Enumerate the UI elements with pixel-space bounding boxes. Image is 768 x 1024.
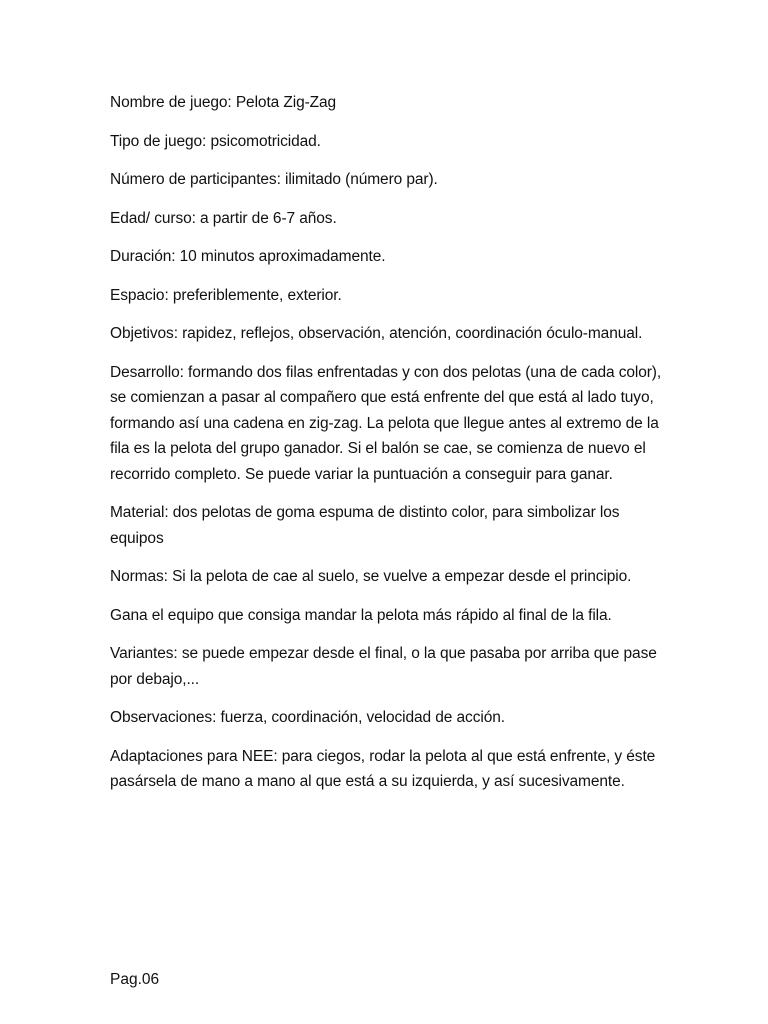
field-variants: Variantes: se puede empezar desde el final, o la que pasaba por arriba que pase por debajo,... [110, 645, 657, 688]
field-material: Material: dos pelotas de goma espuma de distinto color, para simbolizar los equipos [110, 504, 620, 547]
field-game-name: Nombre de juego: Pelota Zig-Zag [110, 94, 337, 111]
field-participants: Número de participantes: ilimitado (número par). [110, 171, 438, 188]
field-adaptations: Adaptaciones para NEE: para ciegos, rodar la pelota al que está enfrente, y éste pasársela de mano a mano al que está a su izquierda, y así sucesivamente. [110, 747, 656, 790]
field-rules: Normas: Si la pelota de cae al suelo, se vuelve a empezar desde el principio. [110, 568, 632, 585]
field-game-type: Tipo de juego: psicomotricidad. [110, 132, 321, 150]
field-duration: Duración: 10 minutos aproximadamente. [110, 248, 386, 265]
field-space: Espacio: preferiblemente, exterior. [110, 286, 342, 304]
field-observations: Observaciones: fuerza, coordinación, velocidad de acción. [110, 709, 505, 726]
field-age: Edad/ curso: a partir de 6-7 años. [110, 209, 337, 227]
field-objectives: Objetivos: rapidez, reflejos, observación, atención, coordinación óculo-manual. [110, 325, 643, 342]
field-development: Desarrollo: formando dos filas enfrentadas y con dos pelotas (una de cada color), se comienzan a pasar al compañero que está enfrente del que está al lado tuyo, formando así una cadena en zig-zag. La pelota que llegue antes al extremo de la fila es la pelota del grupo ganador. Si el balón se cae, se comienza de nuevo el recorrido completo. Se puede variar la puntuación a conseguir para ganar. [110, 363, 662, 483]
page-number: Pag.06 [110, 971, 160, 988]
document-body [110, 90, 670, 808]
field-winner: Gana el equipo que consiga mandar la pelota más rápido al final de la fila. [110, 606, 612, 624]
